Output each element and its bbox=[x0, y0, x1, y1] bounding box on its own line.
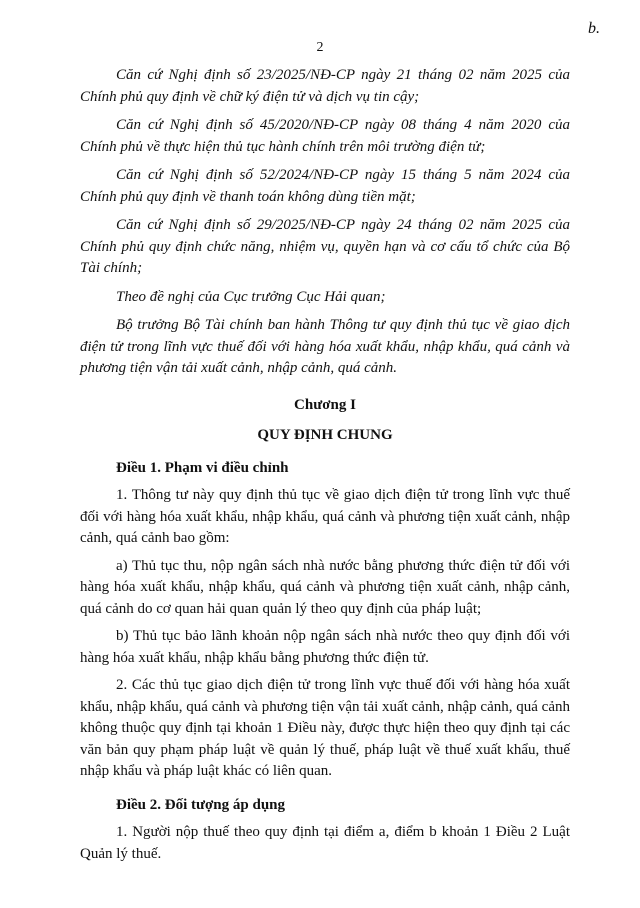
article-2-heading: Điều 2. Đối tượng áp dụng bbox=[116, 796, 286, 813]
basis-paragraph: Căn cứ Nghị định số 52/2024/NĐ-CP ngày 15 tháng 5 năm 2024 của Chính phủ quy định về thanh toán không dùng tiền mặt; bbox=[80, 167, 570, 205]
article-1 bbox=[80, 458, 570, 783]
legal-basis-section bbox=[80, 65, 570, 380]
issuance-paragraph: Bộ trưởng Bộ Tài chính ban hành Thông tư quy định thủ tục về giao dịch điện tử trong lĩnh vực thuế đối với hàng hóa xuất khẩu, nhập khẩu, quá cảnh và phương tiện vận tải xuất cảnh, nhập cảnh, quá cảnh. bbox=[80, 317, 570, 376]
article-1-clause-2: 2. Các thủ tục giao dịch điện tử trong lĩnh vực thuế đối với hàng hóa xuất khẩu, nhập khẩu, quá cảnh và phương tiện vận tải xuất cảnh, nhập cảnh, quá cảnh không thuộc quy định tại khoản 1 Điều này, được thực hiện theo quy định tại các văn bản quy phạm pháp luật về quản lý thuế, pháp luật về thuế xuất khẩu, thuế nhập khẩu và pháp luật khác có liên quan. bbox=[80, 677, 570, 779]
basis-paragraph: Căn cứ Nghị định số 29/2025/NĐ-CP ngày 24 tháng 02 năm 2025 của Chính phủ quy định chức năng, nhiệm vụ, quyền hạn và cơ cấu tổ chức của Bộ Tài chính; bbox=[80, 217, 570, 276]
article-2 bbox=[80, 795, 570, 866]
chapter-title: QUY ĐỊNH CHUNG bbox=[257, 426, 393, 443]
page-number: 2 bbox=[316, 40, 324, 55]
basis-paragraph: Căn cứ Nghị định số 23/2025/NĐ-CP ngày 21 tháng 02 năm 2025 của Chính phủ quy định về chữ ký điện tử và dịch vụ tin cậy; bbox=[80, 67, 570, 105]
document-body bbox=[80, 65, 570, 871]
article-1-heading: Điều 1. Phạm vi điều chỉnh bbox=[116, 459, 289, 476]
proposal-paragraph: Theo đề nghị của Cục trưởng Cục Hải quan; bbox=[116, 288, 386, 305]
article-1-point-a: a) Thủ tục thu, nộp ngân sách nhà nước bằng phương thức điện tử đối với hàng hóa xuất khẩu, nhập khẩu, quá cảnh và phương tiện xuất cảnh, nhập cảnh, quá cảnh do cơ quan hải quan quản lý theo quy định của pháp luật; bbox=[80, 557, 570, 617]
corner-handwritten-mark: b. bbox=[588, 20, 600, 37]
article-1-point-b: b) Thủ tục bảo lãnh khoản nộp ngân sách nhà nước theo quy định đối với hàng hóa xuất khẩu, nhập khẩu bằng phương thức điện tử. bbox=[80, 628, 570, 666]
basis-paragraph: Căn cứ Nghị định số 45/2020/NĐ-CP ngày 08 tháng 4 năm 2020 của Chính phủ về thực hiện thủ tục hành chính trên môi trường điện tử; bbox=[80, 117, 570, 155]
article-1-clause: 1. Thông tư này quy định thủ tục về giao dịch điện tử trong lĩnh vực thuế đối với hàng hóa xuất khẩu, nhập khẩu, quá cảnh và phương tiện xuất cảnh, nhập cảnh, quá cảnh bao gồm: bbox=[80, 487, 570, 546]
chapter-label: Chương I bbox=[294, 396, 356, 413]
article-2-clause-1: 1. Người nộp thuế theo quy định tại điểm a, điểm b khoản 1 Điều 2 Luật Quản lý thuế. bbox=[80, 824, 570, 862]
